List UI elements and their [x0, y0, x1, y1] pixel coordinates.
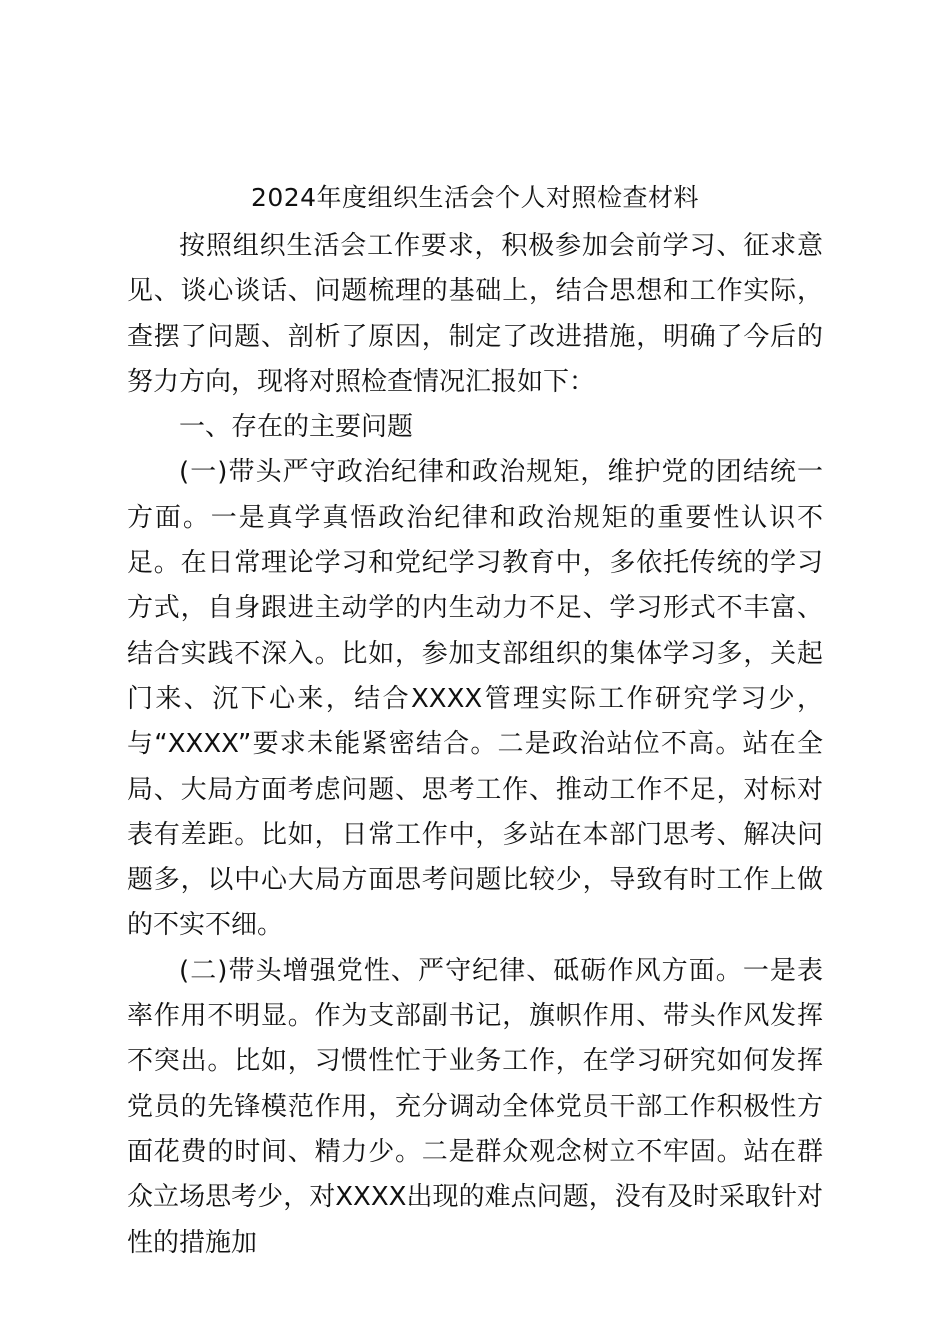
body-paragraph-2: (二)带头增强党性、严守纪律、砥砺作风方面。一是表率作用不明显。作为支部副书记，旗帜作用、带头作风发挥不突出。比如，习惯性忙于业务工作，在学习研究如何发挥党员的先锋模范作用，充分调动全体党员干部工作积极性方面花费的时间、精力少。二是群众观念树立不牢固。站在群众立场思考少，对XXXX出现的难点问题，没有及时采取针对性的措施加 [127, 955, 823, 1258]
intro-paragraph: 按照组织生活会工作要求，积极参加会前学习、征求意见、谈心谈话、问题梳理的基础上，结合思想和工作实际，查摆了问题、剖析了原因，制定了改进措施，明确了今后的努力方向，现将对照检查情况汇报如下： [127, 231, 823, 397]
section-heading: 一、存在的主要问题 [179, 412, 414, 443]
document-title: 2024年度组织生活会个人对照检查材料 [250, 183, 700, 212]
document-body [127, 224, 823, 1266]
body-paragraph-1: (一)带头严守政治纪律和政治规矩，维护党的团结统一方面。一是真学真悟政治纪律和政治规矩的重要性认识不足。在日常理论学习和党纪学习教育中，多依托传统的学习方式，自身跟进主动学的内生动力不足、学习形式不丰富、结合实践不深入。比如，参加支部组织的集体学习多，关起门来、沉下心来，结合XXXX管理实际工作研究学习少，与“XXXX”要求未能紧密结合。二是政治站位不高。站在全局、大局方面考虑问题、思考工作、推动工作不足，对标对表有差距。比如，日常工作中，多站在本部门思考、解决问题多，以中心大局方面思考问题比较少，导致有时工作上做的不实不细。 [127, 457, 823, 941]
